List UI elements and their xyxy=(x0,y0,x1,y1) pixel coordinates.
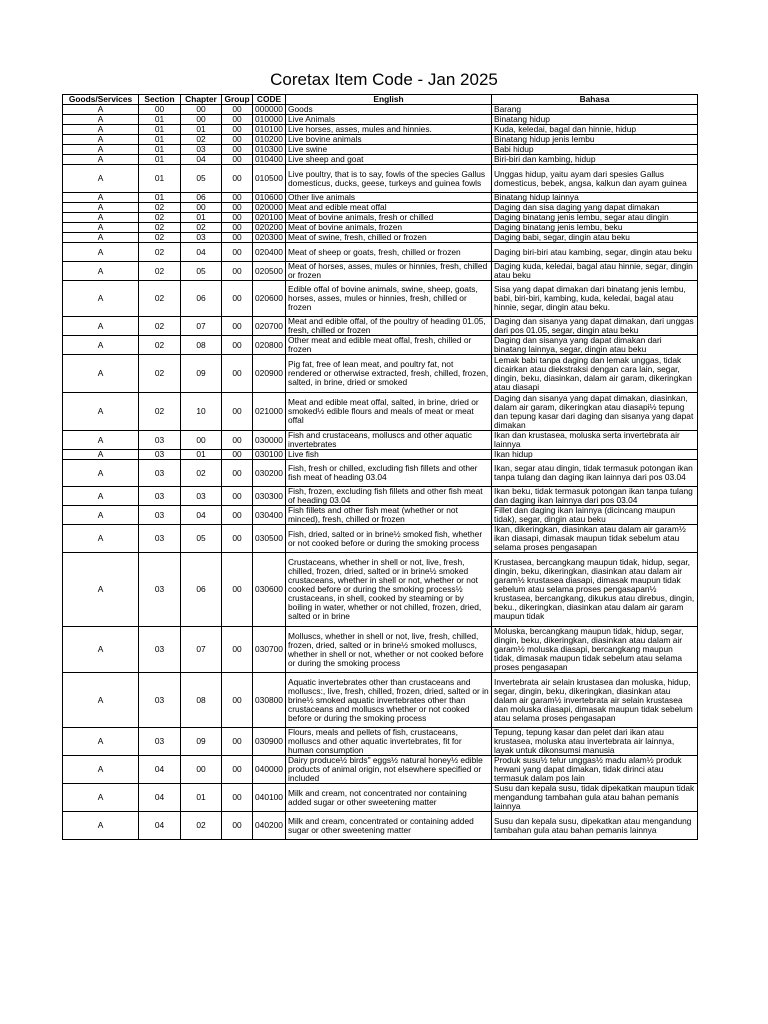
cell-section: 03 xyxy=(139,460,181,487)
cell-chapter: 07 xyxy=(181,627,222,673)
cell-english: Meat and edible offal, of the poultry of heading 01.05, fresh, chilled or frozen xyxy=(286,317,492,336)
cell-goods-services: A xyxy=(63,460,139,487)
cell-group: 00 xyxy=(222,431,253,450)
table-row xyxy=(63,145,698,155)
cell-goods-services: A xyxy=(63,281,139,317)
cell-goods-services: A xyxy=(63,243,139,262)
cell-group: 00 xyxy=(222,281,253,317)
cell-english: Crustaceans, whether in shell or not, live, fresh, chilled, frozen, dried, salted or in brine½ smoked crustaceans, whether in shell or not, whether or not cooked before or during the smoking process½ crustaceans, in shell, cooked by steaming or by boiling in water, whether or not chilled, frozen, dried, salted or in brine xyxy=(286,553,492,627)
cell-chapter: 02 xyxy=(181,812,222,840)
cell-code: 000000 xyxy=(253,105,286,115)
cell-english: Meat of bovine animals, frozen xyxy=(286,223,492,233)
cell-section: 01 xyxy=(139,115,181,125)
cell-group: 00 xyxy=(222,784,253,812)
cell-bahasa: Daging dan sisanya yang dapat dimakan dari binatang lainnya, segar, dingin atau beku xyxy=(492,336,698,355)
cell-english: Fish and crustaceans, molluscs and other aquatic invertebrates xyxy=(286,431,492,450)
cell-group: 00 xyxy=(222,336,253,355)
cell-english: Meat of sheep or goats, fresh, chilled or frozen xyxy=(286,243,492,262)
cell-goods-services: A xyxy=(63,756,139,784)
table-row xyxy=(63,203,698,213)
cell-bahasa: Susu dan kepala susu, dipekatkan atau mengandung tambahan gula atau bahan pemanis lainnya xyxy=(492,812,698,840)
cell-code: 020900 xyxy=(253,355,286,393)
cell-english: Milk and cream, concentrated or containing added sugar or other sweetening matter xyxy=(286,812,492,840)
cell-chapter: 02 xyxy=(181,135,222,145)
cell-section: 02 xyxy=(139,203,181,213)
header-code: CODE xyxy=(253,95,286,105)
cell-section: 02 xyxy=(139,281,181,317)
cell-group: 00 xyxy=(222,487,253,506)
header-english: English xyxy=(286,95,492,105)
cell-group: 00 xyxy=(222,203,253,213)
cell-section: 03 xyxy=(139,506,181,525)
cell-bahasa: Daging dan sisanya yang dapat dimakan, dari unggas dari pos 01.05, segar, dingin atau beku xyxy=(492,317,698,336)
cell-chapter: 09 xyxy=(181,728,222,756)
cell-section: 01 xyxy=(139,155,181,165)
cell-bahasa: Daging binatang jenis lembu, segar atau dingin xyxy=(492,213,698,223)
cell-bahasa: Daging kuda, keledai, bagal atau hinnie, segar, dingin atau beku xyxy=(492,262,698,281)
cell-bahasa: Daging binatang jenis lembu, beku xyxy=(492,223,698,233)
table-row xyxy=(63,756,698,784)
cell-goods-services: A xyxy=(63,135,139,145)
cell-section: 03 xyxy=(139,525,181,553)
cell-bahasa: Binatang hidup jenis lembu xyxy=(492,135,698,145)
cell-group: 00 xyxy=(222,756,253,784)
cell-bahasa: Binatang hidup lainnya xyxy=(492,193,698,203)
cell-english: Dairy produce½ birds" eggs½ natural honey½ edible products of animal origin, not elsewhere specified or included xyxy=(286,756,492,784)
table-row xyxy=(63,728,698,756)
cell-chapter: 02 xyxy=(181,223,222,233)
table-row xyxy=(63,213,698,223)
cell-goods-services: A xyxy=(63,393,139,431)
cell-chapter: 04 xyxy=(181,243,222,262)
cell-code: 030800 xyxy=(253,673,286,728)
cell-goods-services: A xyxy=(63,487,139,506)
cell-chapter: 01 xyxy=(181,784,222,812)
cell-chapter: 03 xyxy=(181,487,222,506)
cell-english: Flours, meals and pellets of fish, crustaceans, molluscs and other aquatic invertebrates, fit for human consumption xyxy=(286,728,492,756)
cell-goods-services: A xyxy=(63,223,139,233)
cell-chapter: 00 xyxy=(181,115,222,125)
cell-code: 030300 xyxy=(253,487,286,506)
cell-group: 00 xyxy=(222,355,253,393)
cell-group: 00 xyxy=(222,460,253,487)
header-bahasa: Bahasa xyxy=(492,95,698,105)
cell-section: 03 xyxy=(139,728,181,756)
cell-english: Fish, frozen, excluding fish fillets and other fish meat of heading 03.04 xyxy=(286,487,492,506)
cell-section: 04 xyxy=(139,784,181,812)
cell-bahasa: Unggas hidup, yaitu ayam dari spesies Gallus domesticus, bebek, angsa, kalkun dan ayam guinea xyxy=(492,165,698,193)
cell-section: 02 xyxy=(139,233,181,243)
cell-goods-services: A xyxy=(63,105,139,115)
cell-code: 010400 xyxy=(253,155,286,165)
cell-bahasa: Babi hidup xyxy=(492,145,698,155)
cell-group: 00 xyxy=(222,393,253,431)
cell-section: 01 xyxy=(139,135,181,145)
cell-section: 03 xyxy=(139,627,181,673)
cell-goods-services: A xyxy=(63,262,139,281)
table-row xyxy=(63,262,698,281)
cell-chapter: 08 xyxy=(181,673,222,728)
cell-section: 02 xyxy=(139,336,181,355)
header-chapter: Chapter xyxy=(181,95,222,105)
table-row xyxy=(63,487,698,506)
cell-bahasa: Produk susu½ telur unggas½ madu alam½ produk hewani yang dapat dimakan, tidak dirinci atau termasuk dalam pos lain xyxy=(492,756,698,784)
table-row xyxy=(63,627,698,673)
cell-section: 01 xyxy=(139,193,181,203)
cell-goods-services: A xyxy=(63,233,139,243)
cell-bahasa: Krustasea, bercangkang maupun tidak, hidup, segar, dingin, beku, dikeringkan, diasinkan atau dalam air garam½ krustasea diasapi, dimasak maupun tidak sebelum atau selama proses pengasapan½ krustasea, bercangkang, dikukus atau direbus, dingin, beku., dikeringkan, diasinkan atau dalam air garam maupun tidak xyxy=(492,553,698,627)
cell-group: 00 xyxy=(222,506,253,525)
cell-group: 00 xyxy=(222,262,253,281)
cell-chapter: 04 xyxy=(181,506,222,525)
cell-english: Live horses, asses, mules and hinnies. xyxy=(286,125,492,135)
table-row xyxy=(63,450,698,460)
cell-code: 020200 xyxy=(253,223,286,233)
cell-group: 00 xyxy=(222,135,253,145)
table-row xyxy=(63,243,698,262)
cell-goods-services: A xyxy=(63,155,139,165)
cell-bahasa: Fillet dan daging ikan lainnya (dicincang maupun tidak), segar, dingin atau beku xyxy=(492,506,698,525)
cell-code: 010100 xyxy=(253,125,286,135)
cell-bahasa: Sisa yang dapat dimakan dari binatang jenis lembu, babi, biri-biri, kambing, kuda, keledai, bagal atau hinnie, segar, dingin atau beku. xyxy=(492,281,698,317)
cell-bahasa: Ikan hidup xyxy=(492,450,698,460)
cell-code: 010300 xyxy=(253,145,286,155)
cell-code: 010000 xyxy=(253,115,286,125)
cell-section: 01 xyxy=(139,145,181,155)
table-row xyxy=(63,393,698,431)
cell-english: Goods xyxy=(286,105,492,115)
table-row xyxy=(63,812,698,840)
cell-chapter: 00 xyxy=(181,431,222,450)
cell-code: 030000 xyxy=(253,431,286,450)
cell-english: Meat and edible meat offal xyxy=(286,203,492,213)
table-body xyxy=(63,105,698,840)
cell-chapter: 01 xyxy=(181,213,222,223)
cell-english: Fish, fresh or chilled, excluding fish fillets and other fish meat of heading 03.04 xyxy=(286,460,492,487)
cell-chapter: 08 xyxy=(181,336,222,355)
table-row xyxy=(63,784,698,812)
cell-chapter: 01 xyxy=(181,450,222,460)
cell-chapter: 06 xyxy=(181,553,222,627)
cell-chapter: 03 xyxy=(181,145,222,155)
cell-code: 020700 xyxy=(253,317,286,336)
cell-goods-services: A xyxy=(63,203,139,213)
cell-section: 03 xyxy=(139,450,181,460)
header-group: Group xyxy=(222,95,253,105)
cell-group: 00 xyxy=(222,155,253,165)
table-row xyxy=(63,317,698,336)
cell-chapter: 04 xyxy=(181,155,222,165)
cell-group: 00 xyxy=(222,673,253,728)
cell-group: 00 xyxy=(222,125,253,135)
cell-chapter: 06 xyxy=(181,193,222,203)
cell-goods-services: A xyxy=(63,317,139,336)
cell-section: 01 xyxy=(139,125,181,135)
cell-code: 030500 xyxy=(253,525,286,553)
cell-english: Live swine xyxy=(286,145,492,155)
cell-bahasa: Daging babi, segar, dingin atau beku xyxy=(492,233,698,243)
cell-bahasa: Lemak babi tanpa daging dan lemak unggas, tidak dicairkan atau diekstraksi dengan cara lain, segar, dingin, beku, diasinkan, dalam air garam, dikeringkan atau diasapi xyxy=(492,355,698,393)
cell-group: 00 xyxy=(222,553,253,627)
cell-bahasa: Daging dan sisa daging yang dapat dimakan xyxy=(492,203,698,213)
cell-code: 040100 xyxy=(253,784,286,812)
cell-bahasa: Ikan dan krustasea, moluska serta invertebrata air lainnya xyxy=(492,431,698,450)
cell-english: Fish fillets and other fish meat (whether or not minced), fresh, chilled or frozen xyxy=(286,506,492,525)
table-row xyxy=(63,673,698,728)
cell-bahasa: Barang xyxy=(492,105,698,115)
cell-section: 02 xyxy=(139,355,181,393)
table-row xyxy=(63,525,698,553)
cell-section: 02 xyxy=(139,262,181,281)
cell-section: 04 xyxy=(139,756,181,784)
document-title: Coretax Item Code - Jan 2025 xyxy=(270,70,498,89)
cell-group: 00 xyxy=(222,193,253,203)
cell-group: 00 xyxy=(222,213,253,223)
cell-code: 030200 xyxy=(253,460,286,487)
header-row xyxy=(63,95,698,105)
cell-code: 020500 xyxy=(253,262,286,281)
cell-bahasa: Susu dan kepala susu, tidak dipekatkan maupun tidak mengandung tambahan gula atau bahan pemanis lainnya xyxy=(492,784,698,812)
cell-chapter: 05 xyxy=(181,262,222,281)
table-row xyxy=(63,281,698,317)
cell-group: 00 xyxy=(222,115,253,125)
cell-group: 00 xyxy=(222,812,253,840)
cell-section: 02 xyxy=(139,393,181,431)
table-row xyxy=(63,125,698,135)
cell-code: 030400 xyxy=(253,506,286,525)
cell-goods-services: A xyxy=(63,553,139,627)
cell-group: 00 xyxy=(222,145,253,155)
cell-code: 010600 xyxy=(253,193,286,203)
cell-bahasa: Daging biri-biri atau kambing, segar, dingin atau beku xyxy=(492,243,698,262)
cell-group: 00 xyxy=(222,728,253,756)
table-row xyxy=(63,506,698,525)
cell-code: 020400 xyxy=(253,243,286,262)
cell-english: Aquatic invertebrates other than crustaceans and molluscs:, live, fresh, chilled, frozen, dried, salted or in brine½ smoked aquatic invertebrates other than crustaceans and molluscs whether or not cooked before or during the smoking process xyxy=(286,673,492,728)
cell-code: 020800 xyxy=(253,336,286,355)
cell-bahasa: Invertebrata air selain krustasea dan moluska, hidup, segar, dingin, beku, dikeringkan, diasinkan atau dalam air garam½ invertebrata air selain krustasea dan moluska diasapi, dimasak maupun tidak sebelum atau selama proses pengasapan xyxy=(492,673,698,728)
cell-goods-services: A xyxy=(63,336,139,355)
item-code-table xyxy=(62,94,698,840)
table-row xyxy=(63,431,698,450)
cell-chapter: 02 xyxy=(181,460,222,487)
cell-goods-services: A xyxy=(63,145,139,155)
table-row xyxy=(63,105,698,115)
cell-code: 020300 xyxy=(253,233,286,243)
cell-section: 02 xyxy=(139,213,181,223)
cell-chapter: 01 xyxy=(181,125,222,135)
cell-group: 00 xyxy=(222,450,253,460)
cell-english: Live sheep and goat xyxy=(286,155,492,165)
cell-goods-services: A xyxy=(63,728,139,756)
cell-chapter: 09 xyxy=(181,355,222,393)
cell-code: 040200 xyxy=(253,812,286,840)
cell-code: 030700 xyxy=(253,627,286,673)
cell-english: Live poultry, that is to say, fowls of the species Gallus domesticus, ducks, geese, turkeys and guinea fowls xyxy=(286,165,492,193)
cell-english: Other meat and edible meat offal, fresh, chilled or frozen xyxy=(286,336,492,355)
cell-goods-services: A xyxy=(63,812,139,840)
cell-group: 00 xyxy=(222,165,253,193)
cell-bahasa: Moluska, bercangkang maupun tidak, hidup, segar, dingin, beku, dikeringkan, diasinkan atau dalam air garam½ moluska diasapi, bercangkang maupun tidak, dimasak maupun tidak sebelum atau selama proses pengasapan xyxy=(492,627,698,673)
cell-section: 03 xyxy=(139,487,181,506)
cell-english: Live fish xyxy=(286,450,492,460)
table-row xyxy=(63,193,698,203)
cell-chapter: 05 xyxy=(181,525,222,553)
cell-bahasa: Kuda, keledai, bagal dan hinnie, hidup xyxy=(492,125,698,135)
cell-code: 030600 xyxy=(253,553,286,627)
cell-english: Live bovine animals xyxy=(286,135,492,145)
cell-code: 030900 xyxy=(253,728,286,756)
cell-section: 00 xyxy=(139,105,181,115)
cell-english: Meat of swine, fresh, chilled or frozen xyxy=(286,233,492,243)
cell-english: Edible offal of bovine animals, swine, sheep, goats, horses, asses, mules or hinnies, fresh, chilled or frozen xyxy=(286,281,492,317)
cell-section: 02 xyxy=(139,317,181,336)
cell-bahasa: Ikan, segar atau dingin, tidak termasuk potongan ikan tanpa tulang dan daging ikan lainnya dari pos 03.04 xyxy=(492,460,698,487)
cell-group: 00 xyxy=(222,243,253,262)
cell-goods-services: A xyxy=(63,125,139,135)
header-section: Section xyxy=(139,95,181,105)
cell-goods-services: A xyxy=(63,450,139,460)
cell-goods-services: A xyxy=(63,213,139,223)
cell-english: Pig fat, free of lean meat, and poultry fat, not rendered or otherwise extracted, fresh, chilled, frozen, salted, in brine, dried or smoked xyxy=(286,355,492,393)
cell-english: Live Animals xyxy=(286,115,492,125)
cell-code: 010500 xyxy=(253,165,286,193)
cell-section: 03 xyxy=(139,673,181,728)
cell-goods-services: A xyxy=(63,784,139,812)
cell-english: Meat of horses, asses, mules or hinnies, fresh, chilled or frozen xyxy=(286,262,492,281)
cell-group: 00 xyxy=(222,627,253,673)
cell-code: 020100 xyxy=(253,213,286,223)
cell-code: 020000 xyxy=(253,203,286,213)
cell-goods-services: A xyxy=(63,115,139,125)
cell-bahasa: Biri-biri dan kambing, hidup xyxy=(492,155,698,165)
cell-goods-services: A xyxy=(63,355,139,393)
cell-bahasa: Ikan, dikeringkan, diasinkan atau dalam air garam½ ikan diasapi, dimasak maupun tidak sebelum atau selama proses pengasapan xyxy=(492,525,698,553)
cell-english: Meat of bovine animals, fresh or chilled xyxy=(286,213,492,223)
table-row xyxy=(63,155,698,165)
cell-code: 010200 xyxy=(253,135,286,145)
table-row xyxy=(63,115,698,125)
cell-group: 00 xyxy=(222,223,253,233)
cell-bahasa: Daging dan sisanya yang dapat dimakan, diasinkan, dalam air garam, dikeringkan atau diasapi½ tepung dan tepung kasar dari daging dan sisanya yang dapat dimakan xyxy=(492,393,698,431)
cell-group: 00 xyxy=(222,233,253,243)
cell-chapter: 05 xyxy=(181,165,222,193)
table-row xyxy=(63,336,698,355)
cell-goods-services: A xyxy=(63,525,139,553)
cell-english: Molluscs, whether in shell or not, live, fresh, chilled, frozen, dried, salted or in brine½ smoked molluscs, whether in shell or not, whether or not cooked before or during the smoking process xyxy=(286,627,492,673)
cell-bahasa: Ikan beku, tidak termasuk potongan ikan tanpa tulang dan daging ikan lainnya dari pos 03.04 xyxy=(492,487,698,506)
cell-chapter: 06 xyxy=(181,281,222,317)
cell-group: 00 xyxy=(222,317,253,336)
cell-goods-services: A xyxy=(63,165,139,193)
cell-chapter: 00 xyxy=(181,756,222,784)
cell-bahasa: Binatang hidup xyxy=(492,115,698,125)
cell-code: 021000 xyxy=(253,393,286,431)
cell-goods-services: A xyxy=(63,673,139,728)
cell-group: 00 xyxy=(222,105,253,115)
table-row xyxy=(63,460,698,487)
cell-section: 02 xyxy=(139,223,181,233)
cell-section: 03 xyxy=(139,553,181,627)
cell-chapter: 10 xyxy=(181,393,222,431)
cell-goods-services: A xyxy=(63,431,139,450)
cell-english: Milk and cream, not concentrated nor containing added sugar or other sweetening matter xyxy=(286,784,492,812)
cell-goods-services: A xyxy=(63,506,139,525)
table-row xyxy=(63,553,698,627)
table-row xyxy=(63,135,698,145)
table-row xyxy=(63,355,698,393)
cell-group: 00 xyxy=(222,525,253,553)
table-row xyxy=(63,233,698,243)
cell-chapter: 07 xyxy=(181,317,222,336)
cell-chapter: 00 xyxy=(181,105,222,115)
cell-code: 030100 xyxy=(253,450,286,460)
cell-bahasa: Tepung, tepung kasar dan pelet dari ikan atau krustasea, moluska atau invertebrata air lainnya, layak untuk dikonsumsi manusia xyxy=(492,728,698,756)
table-row xyxy=(63,165,698,193)
cell-english: Meat and edible meat offal, salted, in brine, dried or smoked½ edible flours and meals of meat or meat offal xyxy=(286,393,492,431)
cell-code: 020600 xyxy=(253,281,286,317)
table-row xyxy=(63,223,698,233)
cell-chapter: 03 xyxy=(181,233,222,243)
cell-goods-services: A xyxy=(63,627,139,673)
cell-english: Other live animals xyxy=(286,193,492,203)
cell-goods-services: A xyxy=(63,193,139,203)
cell-chapter: 00 xyxy=(181,203,222,213)
cell-section: 03 xyxy=(139,431,181,450)
cell-english: Fish, dried, salted or in brine½ smoked fish, whether or not cooked before or during the smoking process xyxy=(286,525,492,553)
cell-section: 04 xyxy=(139,812,181,840)
cell-section: 02 xyxy=(139,243,181,262)
header-goods-services: Goods/Services xyxy=(63,95,139,105)
cell-section: 01 xyxy=(139,165,181,193)
cell-code: 040000 xyxy=(253,756,286,784)
